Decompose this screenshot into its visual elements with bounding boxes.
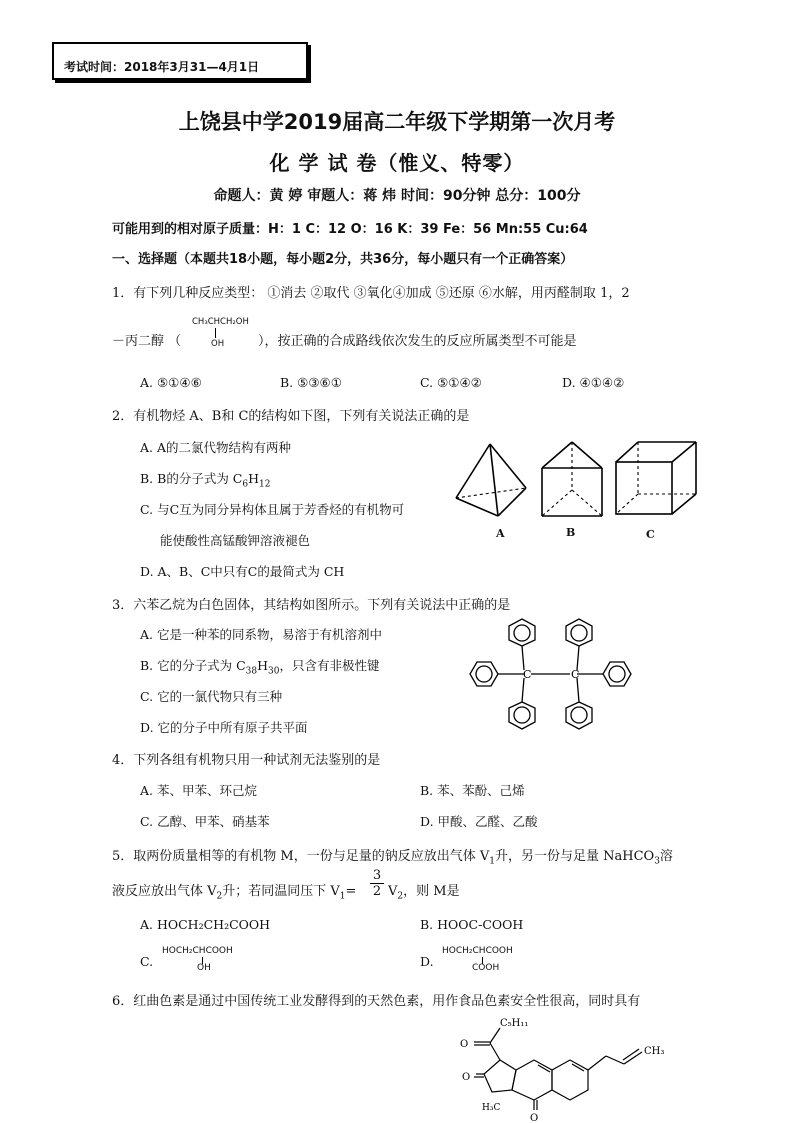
q5-option-c-substituent: OH (197, 963, 211, 973)
tetrahedron-figure (452, 440, 532, 520)
oxygen-lactone: O (462, 1072, 471, 1083)
prism-figure (538, 440, 608, 520)
q4-option-d: D. 甲酸、乙醛、乙酸 (420, 814, 538, 829)
q2-option-d: D. A、B、C中只有C的最简式为 CH (140, 564, 345, 579)
q6-stem: 6．红曲色素是通过中国传统工业发酵得到的天然色素，用作食品色素安全性很高，同时具有 (112, 994, 641, 1009)
q3-option-d: D. 它的分子中所有原子共平面 (140, 720, 308, 735)
q5-option-c-label: C. (140, 954, 154, 969)
oxygen-bottom: O (530, 1113, 539, 1123)
q5-option-d-label: D. (420, 954, 434, 969)
label-c: C (646, 528, 655, 541)
exam-authors: 命题人：黄 婷 审题人：蒋 炜 时间：90分钟 总分：100分 (213, 188, 581, 204)
exam-time-box (52, 42, 308, 80)
substituent-c5h11: C₅H₁₁ (500, 1018, 529, 1029)
q4-option-b: B. 苯、苯酚、己烯 (420, 783, 525, 798)
cube-figure (612, 440, 702, 520)
q3-option-b: B. 它的分子式为 $C_{38}H_{30}$，只含有非极性键 (140, 658, 380, 677)
q4-option-a: A. 苯、甲苯、环己烷 (140, 783, 257, 798)
q1-option-b: B. ⑤③⑥① (280, 375, 342, 390)
substituent-ch3: CH₃ (644, 1046, 665, 1057)
q3-stem: 3．六苯乙烷为白色固体，其结构如图所示。下列有关说法中正确的是 (112, 598, 511, 613)
q1-formula-bond (215, 328, 216, 338)
q5-option-c-formula: HOCH₂CHCOOH (162, 946, 233, 956)
exam-title: 上饶县中学2019届高二年级下学期第一次月考 (178, 110, 616, 134)
label-b: B (566, 526, 576, 539)
q1-formula-top: CH₃CHCH₂OH (192, 317, 249, 327)
q1-option-c: C. ⑤①④② (420, 375, 482, 390)
q2-option-b: B. B的分子式为 $C_6H_{12}$ (140, 471, 271, 490)
atomic-masses: 可能用到的相对原子质量：H：1 C：12 O：16 K：39 Fe：56 Mn:55 Cu:64 (112, 222, 588, 237)
q5-option-b: B. HOOC-COOH (420, 917, 524, 932)
q1-stem-line2a: －丙二醇 （ (112, 334, 182, 349)
q3-option-a: A. 它是一种苯的同系物，易溶于有机溶剂中 (140, 627, 382, 642)
hexaphenylethane-figure (460, 618, 640, 730)
central-carbon-right: C (571, 668, 580, 681)
q1-formula-bottom: OH (211, 339, 225, 349)
substituent-h3c: H₃C (482, 1103, 501, 1113)
q5-option-d-substituent: COOH (472, 963, 500, 973)
q5-stem: 5．取两份质量相等的有机物 M，一份与足量的钠反应放出气体 $V_1$升，另一份与足量 NaHCO$_3$溶 (112, 849, 673, 867)
q5-stem-line2: 液反应放出气体 $V_2$升；若同温同压下 $V_1=$ (112, 884, 357, 902)
q5-option-d-formula: HOCH₂CHCOOH (442, 946, 513, 956)
q4-stem: 4．下列各组有机物只用一种试剂无法鉴别的是 (112, 753, 381, 768)
q5-option-a: A. HOCH₂CH₂COOH (140, 917, 271, 932)
q1-stem: 1．有下列几种反应类型： ①消去 ②取代 ③氧化④加成 ⑤还原 ⑥水解，用丙醛制取 1，2 (112, 286, 630, 301)
q3-option-c: C. 它的一氯代物只有三种 (140, 689, 283, 704)
q2-option-a: A. A的二氯代物结构有两种 (140, 440, 292, 455)
q4-option-c: C. 乙醇、甲苯、硝基苯 (140, 814, 270, 829)
monascus-pigment-figure (452, 1018, 682, 1123)
exam-subtitle: 化 学 试 卷（惟义、特零） (269, 151, 525, 175)
section-heading: 一、选择题（本题共18小题，每小题2分，共36分，每小题只有一个正确答案） (112, 252, 574, 267)
q1-stem-line2b: ），按正确的合成路线依次发生的反应所属类型不可能是 (258, 334, 577, 349)
q2-stem: 2．有机物烃 A、B和 C的结构如下图，下列有关说法正确的是 (112, 409, 470, 424)
exam-time: 考试时间：2018年3月31—4月1日 (64, 60, 260, 74)
q5-stem-line2-end: $V_2$，则 M是 (388, 884, 460, 902)
oxygen-ketone: O (460, 1039, 469, 1050)
q1-option-a: A. ⑤①④⑥ (140, 375, 202, 390)
q5-fraction: 3 2 (370, 868, 384, 899)
q2-option-c-line2: 能使酸性高锰酸钾溶液褪色 (160, 533, 311, 548)
q2-option-c: C. 与C互为同分异构体且属于芳香烃的有机物可 (140, 502, 405, 517)
label-a: A (496, 527, 505, 540)
q1-option-d: D. ④①④② (562, 375, 625, 390)
central-carbon-left: C (523, 668, 532, 681)
